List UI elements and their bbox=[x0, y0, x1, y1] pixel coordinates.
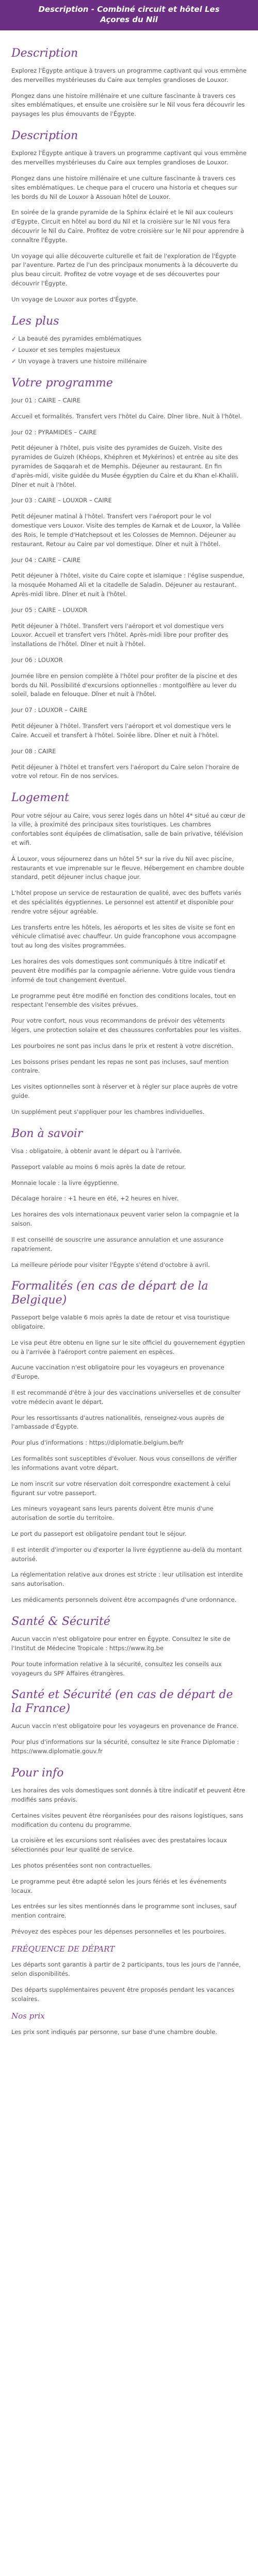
description-paragraph: Plongez dans une histoire millénaire et une culture fascinante à travers ces sites emblématiques, et ensuite une croisière sur le Nil vous fera découvrir les paysages les plus émouvants de l'Égypte. bbox=[11, 92, 245, 118]
info-section bbox=[11, 1767, 247, 1937]
day-title: Jour 08 : CAIRE bbox=[11, 747, 56, 755]
day-text: Accueil et formalités. Transfert vers l'hôtel du Caire. Dîner libre. Nuit à l'hôtel. bbox=[11, 412, 242, 420]
page-header bbox=[0, 0, 258, 30]
prices-heading: Nos prix bbox=[11, 2011, 45, 2021]
day-title: Jour 02 : PYRAMIDES – CAIRE bbox=[11, 428, 97, 436]
good-to-know-heading: Bon à savoir bbox=[11, 1127, 83, 1140]
formalities-paragraph: Le port du passeport est obligatoire pendant tout le séjour. bbox=[11, 1530, 187, 1537]
good-to-know-line: Décalage horaire : +1 heure en été, +2 heures en hiver. bbox=[11, 1195, 179, 1202]
highlights-section bbox=[11, 315, 247, 366]
good-to-know-line: Visa : obligatoire, à obtenir avant le départ ou à l'arrivée. bbox=[11, 1147, 182, 1155]
description-paragraph: Explorez l'Égypte antique à travers un programme captivant qui vous emmène des merveilles mystérieuses du Caire aux temples grandioses de Louxor. bbox=[11, 149, 247, 166]
day-text: Petit déjeuner à l'hôtel. Transfert vers l'aéroport et vol domestique vers Louxor. Accueil et transfert vers l'hôtel. Après-midi libre pour profiter des installations de l'hôtel. Dîner et nuit à l'hôtel. bbox=[11, 622, 229, 648]
accommodation-paragraph: Les pourboires ne sont pas inclus dans le prix et restent à votre discrétion. bbox=[11, 1042, 234, 1049]
day-title: Jour 06 : LOUXOR bbox=[11, 656, 63, 664]
formalities-paragraph: Les médicaments personnels doivent être accompagnés d'une ordonnance. bbox=[11, 1596, 237, 1603]
info-paragraph: Le programme peut être adapté selon les jours fériés et les événements locaux. bbox=[11, 1877, 227, 1894]
day-title: Jour 03 : CAIRE – LOUXOR – CAIRE bbox=[11, 497, 112, 504]
accommodation-paragraph: Un supplément peut s'appliquer pour les chambres individuelles. bbox=[11, 1108, 205, 1115]
good-to-know-line: Passeport valable au moins 6 mois après la date de retour. bbox=[11, 1163, 186, 1171]
formalities-paragraph: Le nom inscrit sur votre réservation doit correspondre exactement à celui figurant sur votre passeport. bbox=[11, 1480, 231, 1497]
header-title-line2: Açores du Nil bbox=[100, 15, 158, 25]
info-paragraph: Certaines visites peuvent être réorganisées pour des raisons logistiques, sans modification du contenu du programme. bbox=[11, 1811, 244, 1828]
day-text: Petit déjeuner à l'hôtel, puis visite des pyramides de Guizeh. Visite des pyramides de Guizeh (Khéops, Khéphren et Mykérinos) et entrée au site des pyramides de Saqqarah et de Memphis. Déjeuner au restaurant. En fin d'après-midi, visite guidée du Musée égyptien du Caire et du Khan el-Khalili. Dîner et nuit à l'hôtel. bbox=[11, 444, 239, 488]
info-paragraph: La croisière et les excursions sont réalisées avec des prestataires locaux sélectionnés pour leur qualité de service. bbox=[11, 1837, 227, 1854]
programme-section bbox=[11, 377, 247, 782]
accommodation-paragraph: Les horaires des vols domestiques sont communiqués à titre indicatif et peuvent être modifiés par la compagnie aérienne. Votre guide vous tiendra informé de tout changement éventuel. bbox=[11, 958, 236, 984]
formalities-paragraph: La réglementation relative aux drones est stricte : leur utilisation est interdite sans autorisation. bbox=[11, 1571, 243, 1588]
accommodation-paragraph: Le programme peut être modifié en fonction des conditions locales, tout en respectant l'ensemble des visites prévues. bbox=[11, 992, 236, 1009]
day-title: Jour 05 : CAIRE – LOUXOR bbox=[11, 606, 88, 614]
day-text: Petit déjeuner à l'hôtel et transfert vers l'aéroport du Caire selon l'horaire de votre vol retour. Fin de nos services. bbox=[11, 763, 239, 780]
description-paragraph: Plongez dans une histoire millénaire et une culture fascinante à travers ces sites emblématiques. Le cheque para el crucero una historia et cheques sur les bords du Nil de Louxor à Assouan hôtel de Louxor. bbox=[11, 174, 237, 200]
formalities-paragraph: Il est recommandé d'être à jour des vaccinations universelles et de consulter votre médecin avant le départ. bbox=[11, 1389, 241, 1405]
programme-heading: Votre programme bbox=[11, 376, 113, 389]
good-to-know-paragraph: Les horaires des vols internationaux peuvent varier selon la compagnie et la saison. bbox=[11, 1211, 239, 1228]
formalities-paragraph: Aucune vaccination n'est obligatoire pour les voyageurs en provenance d'Europe. bbox=[11, 1364, 224, 1381]
accommodation-paragraph: À Louxor, vous séjournerez dans un hôtel 5* sur la rive du Nil avec piscine, restaurants et vue imprenable sur le fleuve. Hébergement en chambre double standard, petit déjeuner inclus chaque jour. bbox=[11, 855, 245, 881]
health-france-paragraph: Pour plus d'informations sur la sécurité, consultez le site France Diplomatie : https://www.diplomatie.gouv.fr bbox=[11, 1738, 239, 1755]
good-to-know-line: Monnaie locale : la livre égyptienne. bbox=[11, 1179, 119, 1187]
formalities-paragraph: Le visa peut être obtenu en ligne sur le site officiel du gouvernement égyptien ou à l'arrivée à l'aéroport contre paiement en espèces. bbox=[11, 1338, 245, 1355]
health-heading: Santé & Sécurité bbox=[11, 1615, 110, 1628]
health-france-heading: Santé et Sécurité (en cas de départ de la France) bbox=[11, 1688, 233, 1715]
formalities-paragraph: Passeport belge valable 6 mois après la date de retour et visa touristique obligatoire. bbox=[11, 1314, 230, 1330]
description-section bbox=[11, 47, 247, 304]
accommodation-paragraph: Pour votre confort, nous vous recommandons de prévoir des vêtements légers, une protection solaire et des chaussures confortables pour les visites. bbox=[11, 1017, 241, 1033]
day-text: Petit déjeuner à l'hôtel, visite du Caire copte et islamique : l'église suspendue, la mosquée Mohamed Ali et la citadelle de Saladin. Déjeuner au restaurant. Après-midi libre. Dîner et nuit à l'hôtel. bbox=[11, 572, 245, 598]
accommodation-paragraph: Les visites optionnelles sont à réserver et à régler sur place auprès de votre guide. bbox=[11, 1083, 238, 1100]
main-content bbox=[0, 30, 258, 2059]
health-france-section bbox=[11, 1688, 247, 1756]
info-paragraph: Les horaires des vols domestiques sont donnés à titre indicatif et peuvent être modifiés sans préavis. bbox=[11, 1787, 246, 1803]
info-heading: Pour info bbox=[11, 1766, 64, 1780]
description-paragraph: Un voyage qui allie découverte culturelle et fait de l'exploration de l'Égypte par l'aventure. Partez de l'un des principaux monuments à la découverte du plus beau circuit. Profitez de votre voyage et de ses découvertes pour découvrir l'Égypte. bbox=[11, 252, 238, 287]
formalities-paragraph: Les mineurs voyageant sans leurs parents doivent être munis d'une autorisation de sortie du territoire. bbox=[11, 1505, 214, 1522]
info-paragraph: Les photos présentées sont non contractuelles. bbox=[11, 1861, 152, 1869]
prices-paragraph: Les prix sont indiqués par personne, sur base d'une chambre double. bbox=[11, 2028, 217, 2036]
header-title-line1: Description - Combiné circuit et hôtel Les bbox=[38, 5, 220, 14]
description-paragraph: Explorez l'Égypte antique à travers un programme captivant qui vous emmène des merveilles mystérieuses du Caire aux temples grandioses de Louxor. bbox=[11, 66, 247, 83]
good-to-know-section bbox=[11, 1127, 247, 1270]
day-text: Petit déjeuner matinal à l'hôtel. Transfert vers l'aéroport pour le vol domestique vers Louxor. Visite des temples de Karnak et de Louxor, la Vallée des Rois, le temple d'Hatchepsout et les Colosses de Memnon. Déjeuner au restaurant. Retour au Caire par vol domestique. Dîner et nuit à l'hôtel. bbox=[11, 513, 240, 548]
list-item: ✓ Un voyage à travers une histoire millénaire bbox=[11, 357, 247, 366]
accommodation-paragraph: Les transferts entre les hôtels, les aéroports et les sites de visite se font en véhicule climatisé avec chauffeur. Un guide francophone vous accompagne tout au long des visites programmées. bbox=[11, 923, 236, 950]
description-heading-2: Description bbox=[11, 129, 78, 142]
health-france-paragraph: Aucun vaccin n'est obligatoire pour les voyageurs en provenance de France. bbox=[11, 1722, 239, 1730]
departure-frequency-paragraph: Des départs supplémentaires peuvent être proposés pendant les vacances scolaires. bbox=[11, 1986, 234, 2003]
day-title: Jour 04 : CAIRE – CAIRE bbox=[11, 556, 81, 564]
formalities-paragraph: Il est interdit d'importer ou d'exporter la livre égyptienne au-delà du montant autorisé. bbox=[11, 1546, 242, 1563]
formalities-heading: Formalités (en cas de départ de la Belgique) bbox=[11, 1280, 208, 1307]
accommodation-section bbox=[11, 791, 247, 1117]
info-paragraph: Prévoyez des espèces pour les dépenses personnelles et les pourboires. bbox=[11, 1928, 227, 1935]
highlights-heading: Les plus bbox=[11, 314, 59, 328]
description-paragraph: En soirée de la grande pyramide de la Sphinx éclairé et le Nil aux couleurs d'Egypte. Circuit en hôtel au bord du Nil et la croisière sur le Nil vous fera découvrir le Nil du Caire. Profitez de votre croisière sur le Nil pour apprendre à connaître l'Égypte. bbox=[11, 209, 245, 244]
accommodation-paragraph: Pour votre séjour au Caire, vous serez logés dans un hôtel 4* situé au cœur de la ville, à proximité des principaux sites touristiques. Les chambres confortables sont équipées de climatisation, salle de bain privative, télévision et wifi. bbox=[11, 811, 246, 846]
departure-frequency-heading: FRÉQUENCE DE DÉPART bbox=[11, 1944, 115, 1954]
accommodation-paragraph: Les boissons prises pendant les repas ne sont pas incluses, sauf mention contraire. bbox=[11, 1058, 229, 1075]
description-heading: Description bbox=[11, 46, 78, 60]
day-title: Jour 01 : CAIRE – CAIRE bbox=[11, 396, 81, 404]
formalities-section bbox=[11, 1280, 247, 1604]
departure-frequency-paragraph: Les départs sont garantis à partir de 2 participants, tous les jours de l'année, selon disponibilités. bbox=[11, 1961, 241, 1977]
list-item: ✓ La beauté des pyramides emblématiques bbox=[11, 334, 247, 344]
day-text: Petit déjeuner à l'hôtel. Transfert vers l'aéroport et vol domestique vers le Caire. Accueil et transfert à l'hôtel. Soirée libre. Dîner et nuit à l'hôtel. bbox=[11, 722, 231, 739]
prices-section bbox=[11, 2010, 247, 2037]
good-to-know-paragraph: La meilleure période pour visiter l'Égypte s'étend d'octobre à avril. bbox=[11, 1261, 210, 1268]
description-paragraph: Un voyage de Louxor aux portes d'Égypte. bbox=[11, 295, 138, 303]
health-paragraph: Aucun vaccin n'est obligatoire pour entrer en Égypte. Consultez le site de l'Institut de Médecine Tropicale : https://www.itg.be bbox=[11, 1635, 231, 1652]
info-paragraph: Les entrées sur les sites mentionnés dans le programme sont incluses, sauf mention contraire. bbox=[11, 1903, 237, 1920]
accommodation-heading: Logement bbox=[11, 791, 69, 805]
health-section bbox=[11, 1615, 247, 1679]
formalities-paragraph: Les formalités sont susceptibles d'évoluer. Nous vous conseillons de vérifier les informations avant votre départ. bbox=[11, 1455, 237, 1471]
list-item: ✓ Louxor et ses temples majestueux bbox=[11, 346, 247, 355]
health-paragraph: Pour toute information relative à la sécurité, consultez les conseils aux voyageurs du SPF Affaires étrangères. bbox=[11, 1660, 222, 1677]
highlights-list bbox=[11, 334, 247, 366]
day-title: Jour 07 : LOUXOR – CAIRE bbox=[11, 706, 88, 714]
accommodation-paragraph: L'hôtel propose un service de restauration de qualité, avec des buffets variés et des spécialités égyptiennes. Le personnel est attentif et disponible pour rendre votre séjour agréable. bbox=[11, 889, 241, 915]
good-to-know-paragraph: Il est conseillé de souscrire une assurance annulation et une assurance rapatriement. bbox=[11, 1235, 224, 1252]
day-text: Journée libre en pension complète à l'hôtel pour profiter de la piscine et des bords du Nil. Possibilité d'excursions optionnelles : montgolfière au lever du soleil, balade en felouque. Dîner et nuit à l'hôtel. bbox=[11, 672, 237, 698]
formalities-link[interactable]: Pour plus d'informations : https://diplomatie.belgium.be/fr bbox=[11, 1439, 184, 1447]
formalities-paragraph: Pour les ressortissants d'autres nationalités, renseignez-vous auprès de l'ambassade d'Égypte. bbox=[11, 1414, 224, 1431]
departure-frequency-section bbox=[11, 1943, 247, 2004]
